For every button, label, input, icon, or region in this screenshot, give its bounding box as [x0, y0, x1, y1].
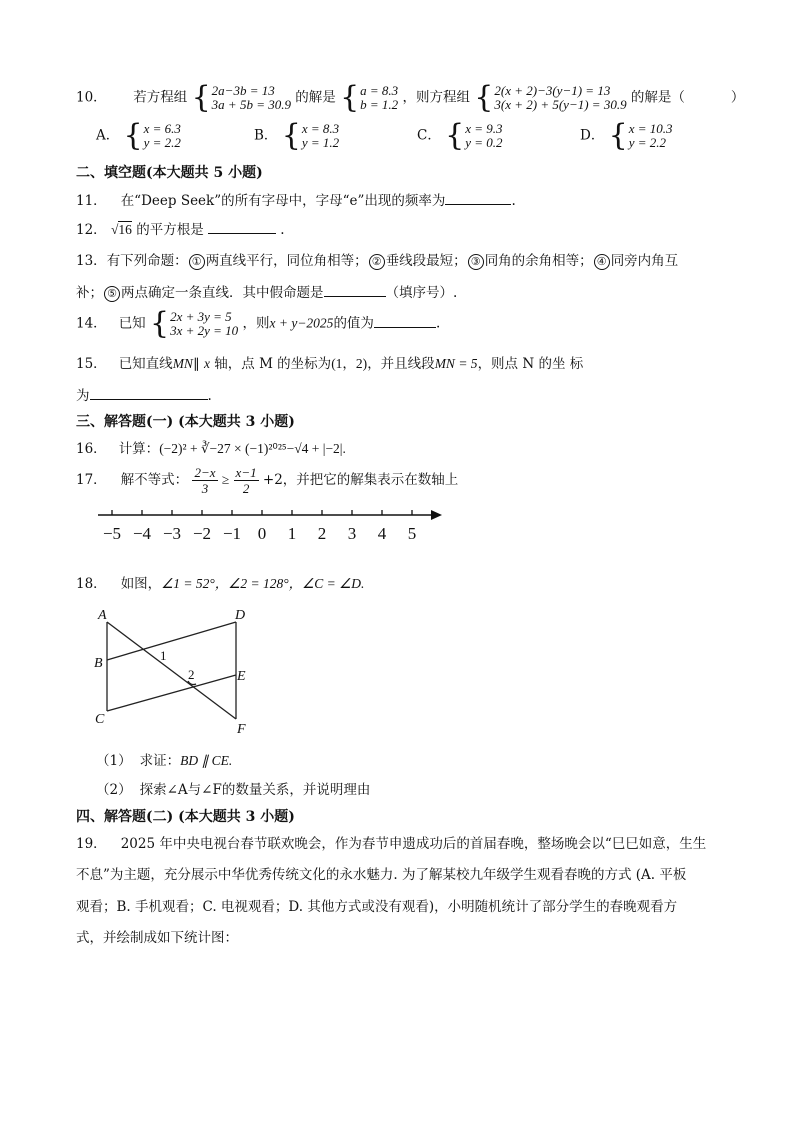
fraction-left: [192, 465, 217, 496]
q15-text: 已知直线: [118, 356, 173, 372]
question-15-line-1: [76, 352, 583, 372]
q16-lead: 计算：: [118, 441, 160, 457]
tick-label: 5: [407, 524, 417, 543]
point-label-d: D: [235, 608, 246, 623]
arrow-icon: [431, 510, 442, 520]
eq-row: b = 1.2: [360, 97, 399, 112]
q10-system-2: { 2(x + 2)−3(y−1) = 13 3(x + 2) + 5(y−1) = 30.9: [474, 80, 627, 115]
geometry-figure: [90, 602, 265, 737]
question-14: [76, 306, 441, 341]
answer-blank[interactable]: [374, 315, 436, 328]
question-13-line-1: [76, 249, 678, 270]
question-19-line-2: 不息”为主题，充分展示中华优秀传统文化的永水魅力. 为了解某校九年级学生观看春晚的方式 (A. 平板: [76, 867, 687, 883]
question-16: [76, 437, 346, 457]
circled-3-icon: ③: [468, 254, 484, 270]
q13-item: 同角的余角相等；: [484, 253, 593, 269]
q10-tail-close: ）: [730, 89, 745, 106]
q14-tail: 的值为: [333, 315, 374, 332]
tick-label: −1: [222, 524, 242, 543]
option-label: C．: [417, 127, 441, 144]
sub-number: （2）: [96, 782, 132, 798]
q13-text: 两点确定一条直线．其中假命题是: [121, 285, 324, 301]
circled-1-icon: ①: [189, 254, 205, 270]
option-label: A．: [96, 127, 120, 144]
q10-system-1: { 2a−3b = 13 3a + 5b = 30.9: [191, 80, 291, 115]
q12-number: 12．: [76, 222, 107, 238]
fraction-right: [234, 465, 259, 496]
q10-tail: 的解是（: [630, 89, 685, 106]
radicand: 16: [118, 222, 132, 237]
q13-text: 补；: [76, 285, 103, 301]
eq-row: y = 2.2: [628, 135, 667, 150]
q18-number: 18．: [76, 576, 107, 592]
tick-label: −5: [102, 524, 122, 543]
question-17: [76, 465, 458, 496]
q14-system: { 2x + 3y = 5 3x + 2y = 10: [149, 306, 239, 341]
tick-label: 1: [287, 524, 297, 543]
option-label: B．: [254, 127, 278, 144]
denominator: 2: [242, 481, 250, 496]
q10-lead: 若方程组: [133, 89, 188, 106]
eq-row: 2a−3b = 13: [211, 83, 275, 98]
q16-expression: (−2)² + ∛−27 × (−1)²⁰²⁵−√4 + |−2|.: [159, 441, 346, 456]
q13-item: 两直线平行，同位角相等；: [205, 253, 368, 269]
eq-row: 3x + 2y = 10: [170, 323, 239, 338]
q14-end: .: [435, 315, 441, 332]
q18-subquestion-1: [96, 749, 232, 769]
question-18: [76, 572, 364, 592]
q15-text: ，并且线段: [367, 356, 435, 372]
q13-number: 13．: [76, 253, 107, 269]
option-label: D．: [580, 127, 605, 144]
q13-lead: 有下列命题：: [106, 253, 188, 269]
section-2-heading: 二、填空题(本大题共 5 小题): [76, 165, 263, 181]
q13-text: （填序号）.: [385, 285, 458, 301]
answer-blank[interactable]: [90, 387, 208, 400]
line-BD: [107, 622, 236, 660]
sqrt-expression: √16: [110, 222, 132, 237]
q19-text: 2025 年中央电视台春节联欢晚会，作为春节申遗成功后的首届春晚，整场晚会以“巳巳如意，生生: [120, 836, 707, 852]
q11-number: 11．: [76, 193, 107, 209]
point-label-f: F: [237, 722, 246, 737]
q15-end: .: [207, 388, 212, 404]
q10-option-c: C． { x = 9.3 y = 0.2: [417, 118, 503, 153]
q16-number: 16．: [76, 441, 107, 457]
q15-math: x: [203, 356, 210, 371]
eq-row: 2(x + 2)−3(y−1) = 13: [494, 83, 611, 98]
q10-option-a: A． { x = 6.3 y = 2.2: [96, 118, 181, 153]
q10-number: 10．: [76, 89, 107, 106]
q12-text: 的平方根是: [136, 222, 204, 238]
eq-row: a = 8.3: [360, 83, 399, 98]
q19-number: 19．: [76, 836, 107, 852]
numerator: x−1: [235, 465, 257, 480]
q17-tail: +2，并把它的解集表示在数轴上: [262, 472, 459, 488]
q13-item: 垂线段最短；: [385, 253, 467, 269]
q15-math: MN = 5: [434, 356, 478, 371]
tick-label: −2: [192, 524, 212, 543]
numerator: 2−x: [194, 465, 216, 480]
tick-label: 4: [377, 524, 387, 543]
geq-symbol: ≥: [221, 472, 230, 487]
eq-row: 3a + 5b = 30.9: [211, 97, 291, 112]
q15-coordinate: (1，2): [331, 356, 368, 371]
question-13-line-2: [76, 281, 457, 302]
q18-subquestion-2: [96, 778, 370, 798]
q14-mid: ，则: [242, 315, 270, 332]
q11-end: .: [511, 193, 516, 209]
number-line: [94, 505, 450, 545]
q10-mid1: 的解是: [295, 89, 336, 106]
parallel-symbol: ∥: [192, 356, 200, 371]
tick-label: 0: [257, 524, 267, 543]
section-4-heading: 四、解答题(二) (本大题共 3 小题): [76, 809, 295, 825]
q10-option-d: D． { x = 10.3 y = 2.2: [580, 118, 673, 153]
angle-label-2: 2: [188, 667, 195, 682]
q14-lead: 已知: [118, 315, 146, 332]
question-15-line-2: [76, 384, 212, 404]
q18-lead: 如图，: [120, 576, 162, 592]
angle-label-1: 1: [160, 648, 167, 663]
sub-math: BD ∥ CE.: [180, 753, 233, 768]
sub-text: 求证：: [139, 753, 181, 769]
eq-row: x = 10.3: [628, 121, 673, 136]
q12-end: .: [280, 222, 285, 238]
eq-row: 3(x + 2) + 5(y−1) = 30.9: [494, 97, 627, 112]
q11-text: 在“Deep Seek”的所有字母中，字母“e”出现的频率为: [120, 193, 446, 209]
point-label-c: C: [95, 712, 105, 727]
question-12: [76, 218, 285, 238]
line-CE: [107, 675, 236, 711]
tick-label: −3: [162, 524, 182, 543]
tick-label: 2: [317, 524, 327, 543]
line-AF: [107, 622, 236, 719]
question-10: [76, 80, 745, 115]
circled-4-icon: ④: [594, 254, 610, 270]
q14-number: 14．: [76, 315, 107, 332]
tick-label: −4: [132, 524, 152, 543]
point-label-a: A: [98, 608, 107, 623]
circled-2-icon: ②: [369, 254, 385, 270]
q15-math: MN: [172, 356, 193, 371]
q17-lead: 解不等式：: [120, 472, 189, 488]
question-19-line-1: [76, 832, 706, 852]
question-19-line-4: 式，并绘制成如下统计图：: [76, 930, 238, 946]
q14-expression: x + y−2025: [269, 315, 334, 331]
point-label-e: E: [237, 669, 246, 684]
q10-option-b: B． { x = 8.3 y = 1.2: [254, 118, 340, 153]
denominator: 3: [201, 481, 209, 496]
tick-label: 3: [347, 524, 357, 543]
answer-blank[interactable]: [445, 192, 511, 205]
eq-row: y = 2.2: [143, 135, 181, 150]
eq-row: x = 9.3: [465, 121, 503, 136]
q17-number: 17．: [76, 472, 107, 488]
eq-row: 2x + 3y = 5: [170, 309, 232, 324]
q10-mid2: ，则方程组: [402, 89, 470, 106]
eq-row: x = 8.3: [301, 121, 340, 136]
answer-blank[interactable]: [208, 221, 276, 234]
q15-text: ，则点 N 的坐 标: [477, 356, 584, 372]
q10-solution-1: { a = 8.3 b = 1.2: [340, 80, 399, 115]
eq-row: x = 6.3: [143, 121, 181, 136]
q13-item: 同旁内角互: [610, 253, 679, 269]
eq-row: y = 0.2: [465, 135, 503, 150]
section-3-heading: 三、解答题(一) (本大题共 3 小题): [76, 414, 295, 430]
q15-text: 轴，点 M 的坐标为: [209, 356, 332, 372]
q18-condition: ∠1 = 52°，∠2 = 128°，∠C = ∠D.: [161, 576, 365, 591]
q15-number: 15．: [76, 356, 107, 372]
eq-row: y = 1.2: [301, 135, 340, 150]
sub-number: （1）: [96, 753, 132, 769]
sub-text: 探索∠A与∠F的数量关系，并说明理由: [139, 782, 371, 798]
point-label-b: B: [94, 656, 103, 671]
q15-text: 为: [76, 388, 90, 404]
answer-blank[interactable]: [324, 284, 386, 297]
circled-5-icon: ⑤: [104, 286, 120, 302]
question-11: [76, 189, 516, 209]
question-19-line-3: 观看；B. 手机观看；C. 电视观看；D. 其他方式或没有观看)，小明随机统计了部分学生的春晚观看方: [76, 899, 678, 915]
